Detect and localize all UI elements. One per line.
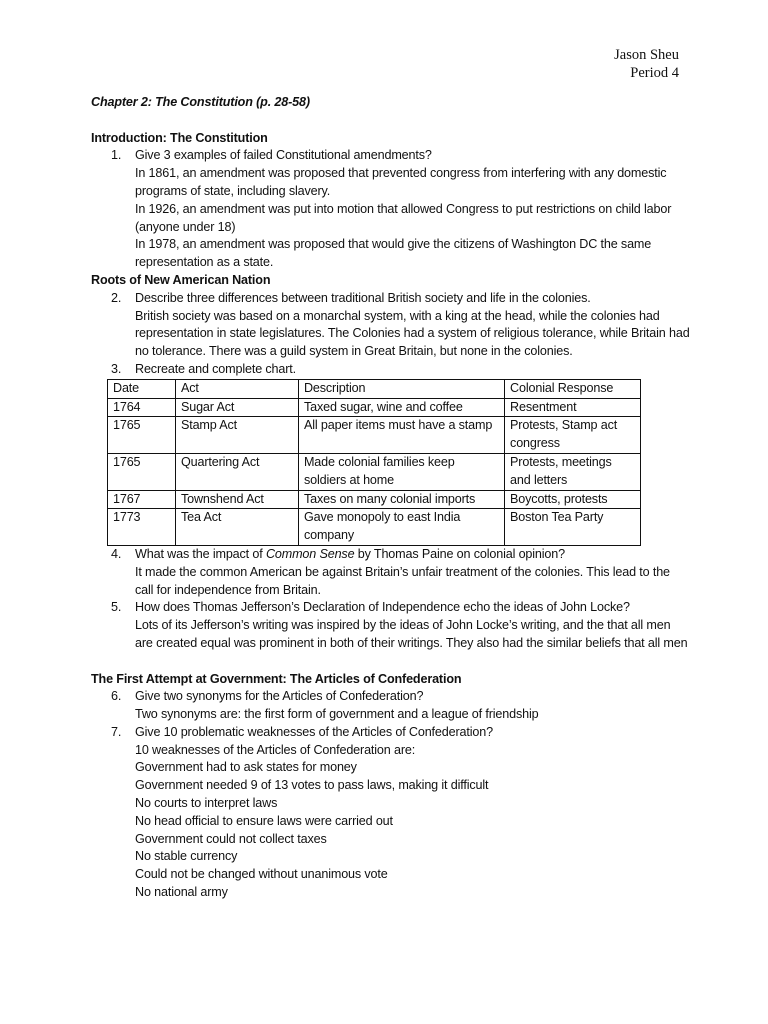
- question-5: [91, 599, 691, 652]
- table-row: [108, 453, 641, 490]
- question-text: Recreate and complete chart.: [135, 361, 297, 376]
- table-cell: Townshend Act: [175, 490, 298, 509]
- answer-text: It made the common American be against Britain’s unfair treatment of the colonies. This lead to the call for independence from Britain.: [135, 564, 670, 597]
- student-name: Jason Sheu: [614, 47, 679, 63]
- question-text: [135, 546, 691, 564]
- table-cell: Tea Act: [175, 509, 298, 546]
- spacer: [91, 653, 691, 671]
- question-number: 3.: [111, 361, 122, 376]
- table-row: [108, 490, 641, 509]
- table-cell: 1765: [108, 453, 176, 490]
- question-4: [91, 546, 691, 599]
- table-row: [108, 509, 641, 546]
- question-number: 6.: [111, 689, 122, 704]
- table-cell: Sugar Act: [175, 398, 298, 417]
- answer-text: In 1978, an amendment was proposed that would give the citizens of Washington DC the same representation as a state.: [135, 237, 652, 270]
- section-heading-articles: The First Attempt at Government: The Articles of Confederation: [91, 671, 462, 686]
- weakness-item: No national army: [135, 885, 228, 900]
- question-text: Give 3 examples of failed Constitutional amendments?: [135, 148, 432, 163]
- table-header-cell: Date: [108, 379, 176, 398]
- table-cell: 1767: [108, 490, 176, 509]
- table-row: [108, 417, 641, 454]
- table-cell: Taxed sugar, wine and coffee: [298, 398, 504, 417]
- table-header-cell: Colonial Response: [505, 379, 641, 398]
- book-title-emphasis: Common Sense: [265, 546, 355, 561]
- weakness-item: No head official to ensure laws were carried out: [135, 813, 393, 828]
- question-text: Give 10 problematic weaknesses of the Articles of Confederation?: [135, 724, 493, 739]
- document-body: [91, 94, 691, 902]
- student-header: [614, 46, 679, 82]
- table-cell: 1773: [108, 509, 176, 546]
- table-cell: 1764: [108, 398, 176, 417]
- question-number: 2.: [111, 290, 122, 305]
- table-cell: Gave monopoly to east India company: [298, 509, 504, 546]
- question-text-part: What was the impact of: [135, 546, 266, 561]
- table-cell: Resentment: [505, 398, 641, 417]
- weakness-item: No stable currency: [135, 849, 238, 864]
- answer-text: In 1861, an amendment was proposed that prevented congress from interfering with any domestic programs of state, including slavery.: [135, 166, 667, 198]
- answer-text: 10 weaknesses of the Articles of Confederation are:: [135, 742, 416, 757]
- acts-chart-table: [107, 379, 641, 546]
- question-text: How does Thomas Jefferson’s Declaration of Independence echo the ideas of John Locke?: [135, 600, 630, 615]
- answer-text: Lots of its Jefferson’s writing was inspired by the ideas of John Locke’s writing, and the that all men are created equal was prominent in both of their writings. They also had the similar beliefs that all men: [135, 618, 688, 650]
- answer-text: In 1926, an amendment was put into motion that allowed Congress to put restrictions on child labor (anyone under 18): [135, 201, 672, 234]
- table-cell: Protests, meetings and letters: [505, 453, 641, 490]
- question-text: Give two synonyms for the Articles of Confederation?: [135, 689, 424, 704]
- spacer: [91, 112, 691, 130]
- table-cell: Made colonial families keep soldiers at home: [298, 453, 504, 490]
- class-period: Period 4: [630, 65, 679, 81]
- weakness-item: Government needed 9 of 13 votes to pass laws, making it difficult: [135, 778, 489, 793]
- table-cell: Taxes on many colonial imports: [298, 490, 504, 509]
- chapter-title: Chapter 2: The Constitution (p. 28-58): [91, 95, 310, 109]
- question-3: [91, 361, 691, 379]
- weakness-item: No courts to interpret laws: [135, 796, 278, 811]
- answer-text: British society was based on a monarchal system, with a king at the head, while the colonies had representation in state legislatures. The Colonies had a system of religious tolerance, while Britain had no tolerance. There was a guild system in Great Britain, but none in the colonies.: [135, 308, 690, 359]
- section-heading-introduction: Introduction: The Constitution: [91, 130, 268, 145]
- weakness-item: Could not be changed without unanimous vote: [135, 867, 388, 882]
- question-6: [91, 688, 691, 724]
- answer-text: Two synonyms are: the first form of government and a league of friendship: [135, 707, 539, 722]
- weakness-item: Government had to ask states for money: [135, 760, 357, 775]
- table-cell: Protests, Stamp act congress: [505, 417, 641, 454]
- question-text: Describe three differences between traditional British society and life in the colonies.: [135, 290, 591, 305]
- table-cell: 1765: [108, 417, 176, 454]
- question-1: [91, 147, 691, 272]
- table-cell: Quartering Act: [175, 453, 298, 490]
- table-header-cell: Description: [298, 379, 504, 398]
- table-header-row: [108, 379, 641, 398]
- question-number: 4.: [111, 546, 122, 561]
- table-row: [108, 398, 641, 417]
- table-cell: Stamp Act: [175, 417, 298, 454]
- question-2: [91, 290, 691, 361]
- question-text-part: by Thomas Paine on colonial opinion?: [354, 546, 565, 561]
- table-cell: Boston Tea Party: [505, 509, 641, 546]
- table-header-cell: Act: [175, 379, 298, 398]
- table-cell: Boycotts, protests: [505, 490, 641, 509]
- section-heading-roots: Roots of New American Nation: [91, 272, 271, 287]
- question-number: 1.: [111, 148, 122, 163]
- question-number: 5.: [111, 600, 122, 615]
- question-7: [91, 724, 691, 902]
- question-number: 7.: [111, 724, 122, 739]
- table-cell: All paper items must have a stamp: [298, 417, 504, 454]
- weakness-item: Government could not collect taxes: [135, 831, 327, 846]
